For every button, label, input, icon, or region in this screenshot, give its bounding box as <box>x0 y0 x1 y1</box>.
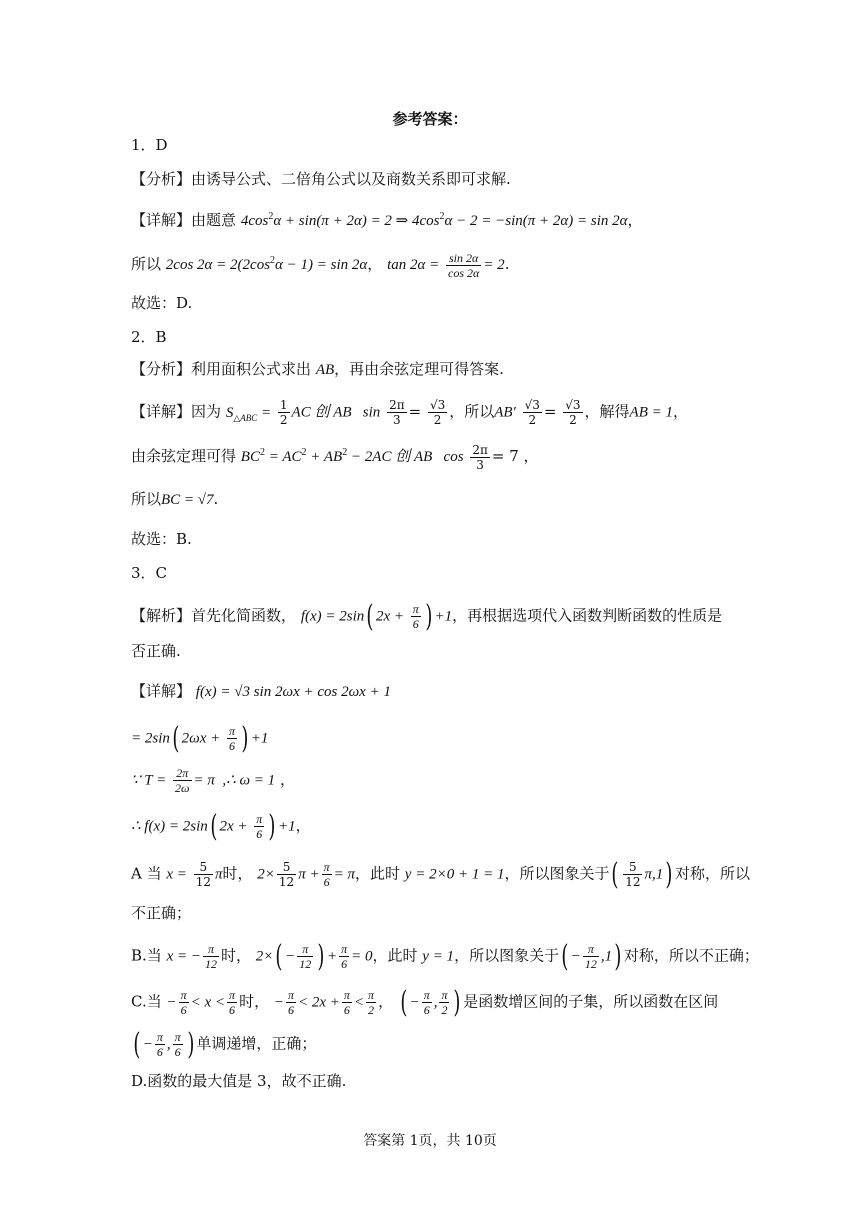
q3-step-3: ∴ f(x) = 2sin( 2x + $\frac{\pi}{6}$ ) +1， <box>131 808 311 844</box>
q1-detail-2: 所以 2cos $2\alpha = 2(2\cos^2\alpha - 1) = \sin 2\alpha$， tan 2α = $\frac{\sin 2\alpha}{\cos 2\alpha}$ = 2. <box>131 250 510 280</box>
q3-option-c-2: ( − $\frac{\pi}{6}$ , $\frac{\pi}{6}$ ) 单调递增，正确； <box>133 1026 317 1062</box>
q3-analysis: 【解析】首先化简函数， f(x) = 2sin( 2x + $\frac{\pi}{6}$ ) +1，再根据选项代入函数判断函数的性质是 <box>131 598 723 634</box>
q3-detail: 【详解】 f(x) = √3 sin 2ωx + cos 2ωx + 1 <box>131 682 391 700</box>
q3-option-a-2: 不正确； <box>131 904 192 922</box>
q1-detail: 【详解】由题意 $4\cos^2\alpha + \sin(\pi + 2\alpha) = 2$ ⇒ $4\cos^2\alpha - 2 = -\sin(\pi + 2\alpha) = \sin 2\alpha$， <box>131 211 643 229</box>
q3-number: 3．C <box>131 564 168 582</box>
q1-choice: 故选：D. <box>131 294 193 312</box>
q3-option-c: C.当 − $\frac{\pi}{6}$ < x < $\frac{\pi}{6}$ 时， − $\frac{\pi}{6}$ < 2x + $\frac{\pi}{6}$ < $\frac{\pi}{2}$ ， ( − $\frac{\pi}{6}$ , $\frac{\pi}{2}$ ) 是函数增区间的子集，所以函数在区间 <box>131 984 719 1020</box>
q3-step-1: = 2sin( 2ωx + $\frac{\pi}{6}$ ) +1 <box>131 720 269 756</box>
q3-analysis-2: 否正确. <box>131 642 181 660</box>
q2-detail: 【详解】因为 $S_{\triangle ABC}$ = $\frac{1}{2}$ AC 创 AB sin $\frac{2\pi}{3}$ = $\frac{√3}{2}$ ，所以AB′ $\frac{√3}{2}$ = $\frac{√3}{2}$ ，解得AB = 1， <box>131 398 689 427</box>
q1-number: 1．D <box>131 136 168 154</box>
q3-option-d: D.函数的最大值是 3，故不正确. <box>131 1072 347 1090</box>
q2-number: 2．B <box>131 328 167 346</box>
q3-step-2: ∵ T = $\frac{2\pi}{2\omega}$ = π ,∴ ω = 1 ， <box>131 766 295 795</box>
q1-formula: $4\cos^2\alpha + \sin(\pi + 2\alpha) = 2$ ⇒ $4\cos^2\alpha - 2 = -\sin(\pi + 2\alpha) = \sin 2\alpha$ <box>240 211 628 229</box>
q2-analysis: 【分析】利用面积公式求出 AB，再由余弦定理可得答案. <box>131 360 504 378</box>
q3-option-a: A 当 x = $\frac{5}{12}$ π时， 2× $\frac{5}{12}$ π + $\frac{\pi}{6}$ = π，此时 y = 2×0 + 1 = 1，所以图象关于( $\frac{5}{12}$ π,1) 对称，所以 <box>131 856 750 892</box>
page-title: 参考答案： <box>392 110 468 128</box>
q2-choice: 故选：B. <box>131 530 192 548</box>
q2-cosine-law: 由余弦定理可得 $BC^2 = AC^2 + AB^2 - 2AC$ 创 AB cos $\frac{2\pi}{3}$ = 7 ， <box>131 442 539 472</box>
q1-analysis: 【分析】由诱导公式、二倍角公式以及商数关系即可求解. <box>131 170 511 188</box>
page-footer: 答案第 1页，共 10页 <box>363 1133 497 1149</box>
q2-result: 所以BC = √7. <box>131 490 219 508</box>
q3-option-b: B.当 x = − $\frac{\pi}{12}$ 时， 2×( − $\frac{\pi}{12}$ ) + $\frac{\pi}{6}$ = 0，此时 y = 1，所以图象关于( − $\frac{\pi}{12}$ ,1) 对称，所以不正确； <box>131 938 759 974</box>
